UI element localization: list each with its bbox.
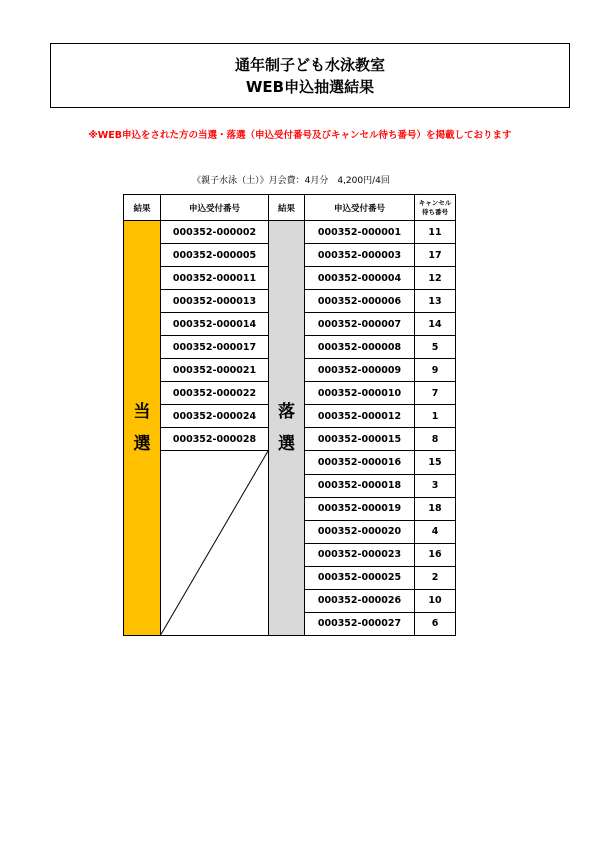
winner-number: 000352-000021	[161, 359, 269, 382]
result-win-label-char: 当	[133, 401, 151, 422]
header-number-lose: 申込受付番号	[305, 195, 415, 221]
loser-number: 000352-000010	[305, 382, 415, 405]
diagonal-line	[161, 451, 268, 634]
result-table	[123, 194, 456, 636]
loser-number: 000352-000009	[305, 359, 415, 382]
class-caption: 《親子水泳（土）》月会費：4月分 4,200円/4回	[192, 176, 390, 186]
header-result-win: 結果	[124, 195, 161, 221]
result-win-label	[124, 221, 161, 636]
loser-number: 000352-000012	[305, 405, 415, 428]
result-win-label-text	[124, 396, 160, 460]
winner-number: 000352-000022	[161, 382, 269, 405]
result-lose-label-char: 落	[278, 401, 295, 422]
waitlist-number: 11	[415, 221, 456, 244]
loser-number: 000352-000026	[305, 589, 415, 612]
title-box	[50, 43, 570, 108]
winner-number: 000352-000014	[161, 313, 269, 336]
loser-number: 000352-000018	[305, 474, 415, 497]
loser-number: 000352-000004	[305, 267, 415, 290]
loser-number: 000352-000007	[305, 313, 415, 336]
result-lose-label	[269, 221, 305, 636]
page-title: 通年制子ども水泳教室	[234, 55, 385, 74]
waitlist-number: 14	[415, 313, 456, 336]
waitlist-number: 12	[415, 267, 456, 290]
waitlist-number: 15	[415, 451, 456, 474]
header-waitlist	[415, 195, 456, 221]
waitlist-number: 10	[415, 589, 456, 612]
winner-number: 000352-000013	[161, 290, 269, 313]
waitlist-number: 16	[415, 543, 456, 566]
waitlist-number: 17	[415, 244, 456, 267]
header-waitlist-line1: キャンセル	[418, 198, 452, 207]
loser-number: 000352-000001	[305, 221, 415, 244]
winner-number: 000352-000005	[161, 244, 269, 267]
header-waitlist-line2: 待ち番号	[422, 207, 448, 216]
header-number-win: 申込受付番号	[161, 195, 269, 221]
waitlist-number: 3	[415, 474, 456, 497]
waitlist-number: 6	[415, 612, 456, 635]
waitlist-number: 18	[415, 497, 456, 520]
result-win-label-char: 選	[133, 433, 151, 454]
result-lose-label-char: 選	[278, 433, 295, 454]
loser-number: 000352-000019	[305, 497, 415, 520]
loser-number: 000352-000008	[305, 336, 415, 359]
waitlist-number: 8	[415, 428, 456, 451]
loser-number: 000352-000020	[305, 520, 415, 543]
waitlist-number: 2	[415, 566, 456, 589]
winner-number: 000352-000028	[161, 428, 269, 451]
empty-diagonal-cell	[161, 451, 269, 635]
loser-number: 000352-000025	[305, 566, 415, 589]
loser-number: 000352-000015	[305, 428, 415, 451]
winner-number: 000352-000002	[161, 221, 269, 244]
winner-number: 000352-000011	[161, 267, 269, 290]
waitlist-number: 13	[415, 290, 456, 313]
loser-number: 000352-000006	[305, 290, 415, 313]
loser-number: 000352-000023	[305, 543, 415, 566]
waitlist-number: 9	[415, 359, 456, 382]
waitlist-number: 4	[415, 520, 456, 543]
waitlist-number: 7	[415, 382, 456, 405]
waitlist-number: 5	[415, 336, 456, 359]
notice-text: ※WEB申込をされた方の当選・落選（申込受付番号及びキャンセル待ち番号）を掲載しております	[88, 130, 512, 141]
loser-number: 000352-000027	[305, 612, 415, 635]
result-lose-label-text	[269, 396, 304, 460]
loser-number: 000352-000003	[305, 244, 415, 267]
winner-number: 000352-000024	[161, 405, 269, 428]
loser-number: 000352-000016	[305, 451, 415, 474]
table-header-row	[124, 195, 456, 221]
winner-number: 000352-000017	[161, 336, 269, 359]
table-row	[124, 221, 456, 244]
page-subtitle: WEB申込抽選結果	[245, 77, 375, 96]
waitlist-number: 1	[415, 405, 456, 428]
header-result-lose: 結果	[269, 195, 305, 221]
